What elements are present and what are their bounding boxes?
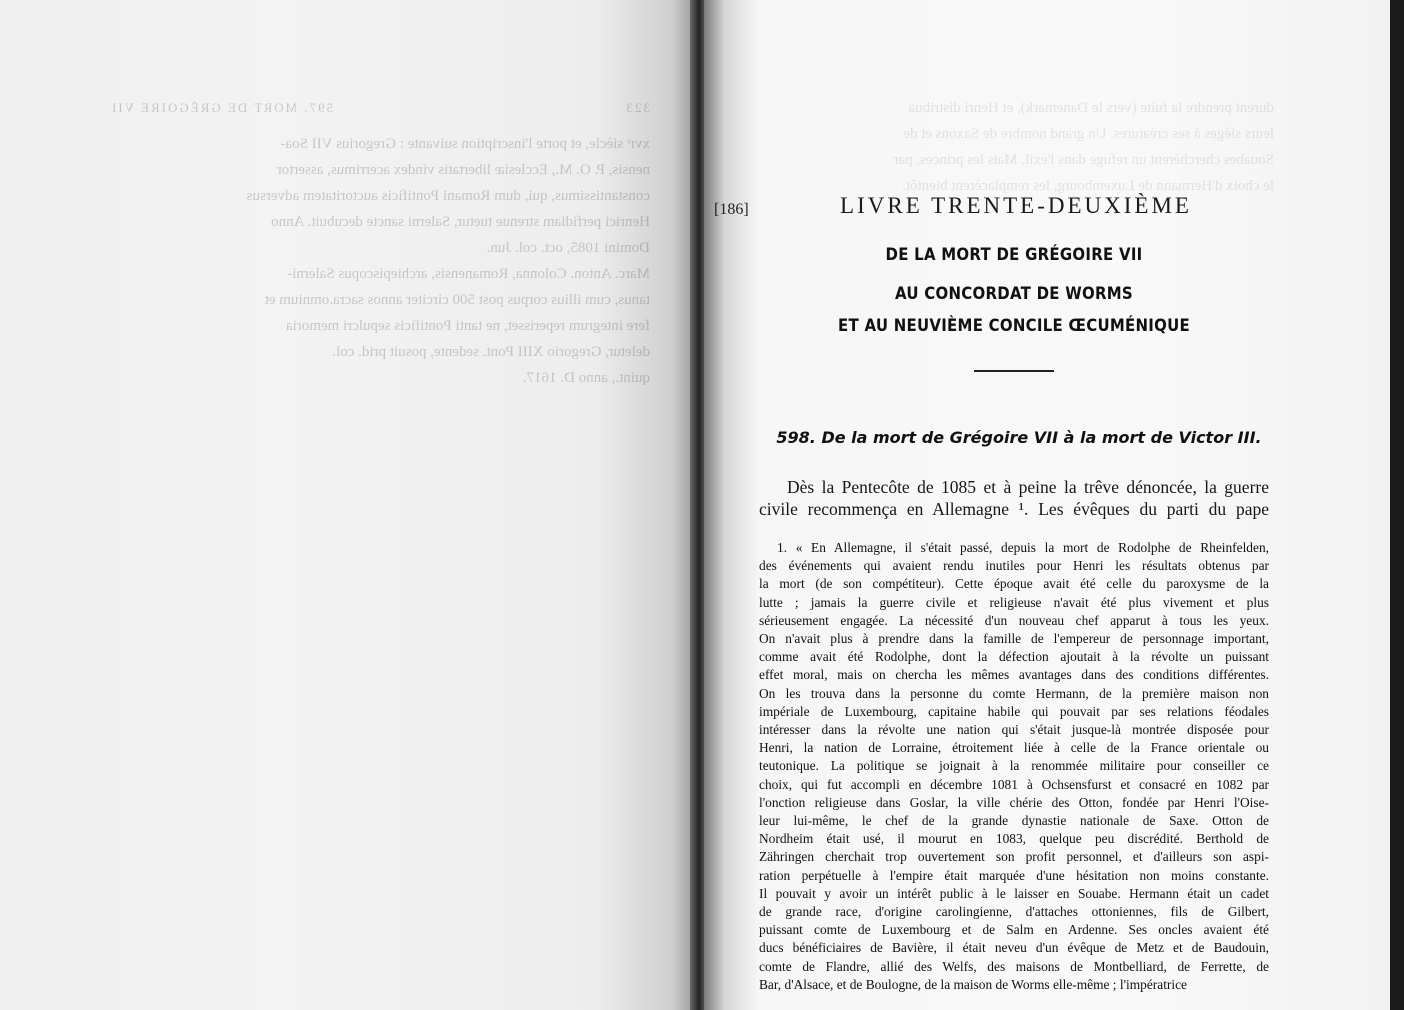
footnote-line: Zähringen cherchait trop ouvertement son profit personnel, et d'ailleurs son aspi- xyxy=(759,849,1269,865)
footnote-line: On n'avait plus à prendre dans la famille de l'empereur de personnage important, xyxy=(759,631,1269,647)
footnote-line: comme avait été Rodolphe, dont la défection ajoutait à la révolte un puissant xyxy=(759,649,1269,665)
footnote-line: comte de Flandre, allié des Welfs, des maisons de Montbelliard, de Ferrette, de xyxy=(759,958,1269,974)
footnote-line: leur lui-même, le chef de la grande dynastie nationale de Saxe. Otton de xyxy=(759,813,1269,829)
bleed-line: constantissimus, qui, dum Romani Pontificis auctoritatem adversus xyxy=(246,188,650,204)
footnote-line: Nordheim était usé, il mourut en 1083, quelque peu discrédité. Berthold de xyxy=(759,831,1269,847)
left-running-title: 597. MORT DE GRÉGOIRE VII xyxy=(110,100,334,115)
footnote-line: puissant comte de Luxembourg et de Salm en Ardenne. Ses oncles avaient été xyxy=(759,922,1269,938)
marginal-page-reference: [186] xyxy=(714,201,749,218)
bleed-line: xvɪᵉ siècle, et porte l'inscription suivante : Gregorius VII Soa- xyxy=(280,136,650,152)
subtitle-line: AU CONCORDAT DE WORMS xyxy=(895,284,1133,304)
bleed-line: deletur, Gregorio XIII Pont. sedente, posuit prid. col. xyxy=(332,344,650,360)
footnote-line: impériale de Luxembourg, capitaine habile qui pouvait par ses relations féodales xyxy=(759,703,1269,719)
bleed-line: durent prendre la fuite (vers le Danemark), et Henri distribua xyxy=(908,100,1274,116)
footnote-line: choix, qui fut accompli en décembre 1081 à Ochsensfurst et consacré en 1082 par xyxy=(759,776,1269,792)
bleed-line: Marc. Anton. Colonna, Romanensis, archiepiscopus Salerni- xyxy=(287,266,650,282)
footnote-line: ducs bénéficiaires de Bavière, il était neveu d'un évêque de Metz et de Baudouin, xyxy=(759,940,1269,956)
footnote-line: sérieusement engagée. La nécessité d'un nouveau chef apparut à tous les yeux. xyxy=(759,612,1269,628)
footnote-line: ration perpétuelle à l'empire était marquée d'une hésitation non moins constante. xyxy=(759,867,1269,883)
footnote-line: effet moral, mais on chercha les mêmes avantages dans des conditions différentes. xyxy=(759,667,1269,683)
footnote-line: teutonique. La politique se joignait à la renommée militaire pour conseiller ce xyxy=(759,758,1269,774)
right-page-bleed-through xyxy=(754,95,1274,199)
bleed-line: Henrici perfidiam strenue tuetur, Salerni sancte decubuit. Anno xyxy=(271,214,650,230)
footnote-line: intéresser dans la révolte une nation qui s'était jusque-là montrée disposée pour xyxy=(759,722,1269,738)
body-line: civile recommença en Allemagne ¹. Les évêques du parti du pape xyxy=(759,499,1269,519)
bleed-line: Souabes cherchèrent un refuge dans l'exil. Mais les princes, par xyxy=(893,152,1274,168)
section-heading: 598. De la mort de Grégoire VII à la mort de Victor III. xyxy=(776,428,1262,447)
footnote-line: des événements qui avaient rendu inutiles pour Henri les résultats obtenus par xyxy=(759,558,1269,574)
footnote-line: l'onction religieuse dans Goslar, la ville chérie des Otton, fondée par Henri l'Oise- xyxy=(759,794,1269,810)
footnote-line: Henri, la nation de Lorraine, étroitement liée à celle de la France orientale ou xyxy=(759,740,1269,756)
footnote-line: la mort (de son compétiteur). Cette époque avait été celle du paroxysme de la xyxy=(759,576,1269,592)
footnote-line: On les trouva dans la personne du comte Hermann, de la première maison non xyxy=(759,685,1269,701)
book-title: LIVRE TRENTE-DEUXIÈME xyxy=(840,193,1192,218)
footnote-line: 1. « En Allemagne, il s'était passé, depuis la mort de Rodolphe de Rheinfelden, xyxy=(777,540,1269,555)
left-page-bleed-through xyxy=(110,95,650,391)
footnote-line: lutte ; jamais la guerre civile et religieuse n'avait été plus vivement et plus xyxy=(759,594,1269,610)
footnote-line: Bar, d'Alsace, et de Boulogne, de la maison de Worms elle-même ; l'impératrice xyxy=(759,976,1187,992)
bleed-line: Domini 1085, oct. col. Jun. xyxy=(486,240,650,256)
bleed-line: tanus, cum illius corpus post 500 circiter annos sacra.omnium et xyxy=(264,292,650,308)
bleed-line: leurs sièges à ses créatures. Un grand nombre de Saxons et de xyxy=(903,126,1274,142)
title-rule xyxy=(974,370,1054,372)
left-page xyxy=(0,0,700,1010)
body-line: Dès la Pentecôte de 1085 et à peine la trêve dénoncée, la guerre xyxy=(787,477,1269,497)
footnote xyxy=(759,539,1269,994)
left-running-header xyxy=(110,95,650,121)
footnote-line: de grande race, d'origine carolingienne, d'attaches ottoniennes, fils de Gilbert, xyxy=(759,904,1269,920)
subtitle-line: DE LA MORT DE GRÉGOIRE VII xyxy=(885,245,1143,265)
right-book-edge xyxy=(1390,0,1404,1010)
footnote-line: Il pouvait y avoir un intérêt public à le laisser en Souabe. Hermann était un cadet xyxy=(759,885,1269,901)
bleed-line: le choix d'Hermann de Luxembourg, les remplacèrent bientôt. xyxy=(902,178,1274,194)
bleed-line: fere integrum reperisset, ne tanti Pontificis sepulcri memoria xyxy=(285,318,650,334)
right-page xyxy=(704,0,1390,1010)
bleed-line: quint., anno D. 1617. xyxy=(522,370,650,386)
left-page-number: 323 xyxy=(624,100,650,115)
body-paragraph xyxy=(759,476,1269,520)
bleed-line: nensis, P. O. M., Ecclesiæ libertatis vindex acerrimus, assertor xyxy=(276,162,650,178)
subtitle-line: ET AU NEUVIÈME CONCILE ŒCUMÉNIQUE xyxy=(838,316,1190,336)
